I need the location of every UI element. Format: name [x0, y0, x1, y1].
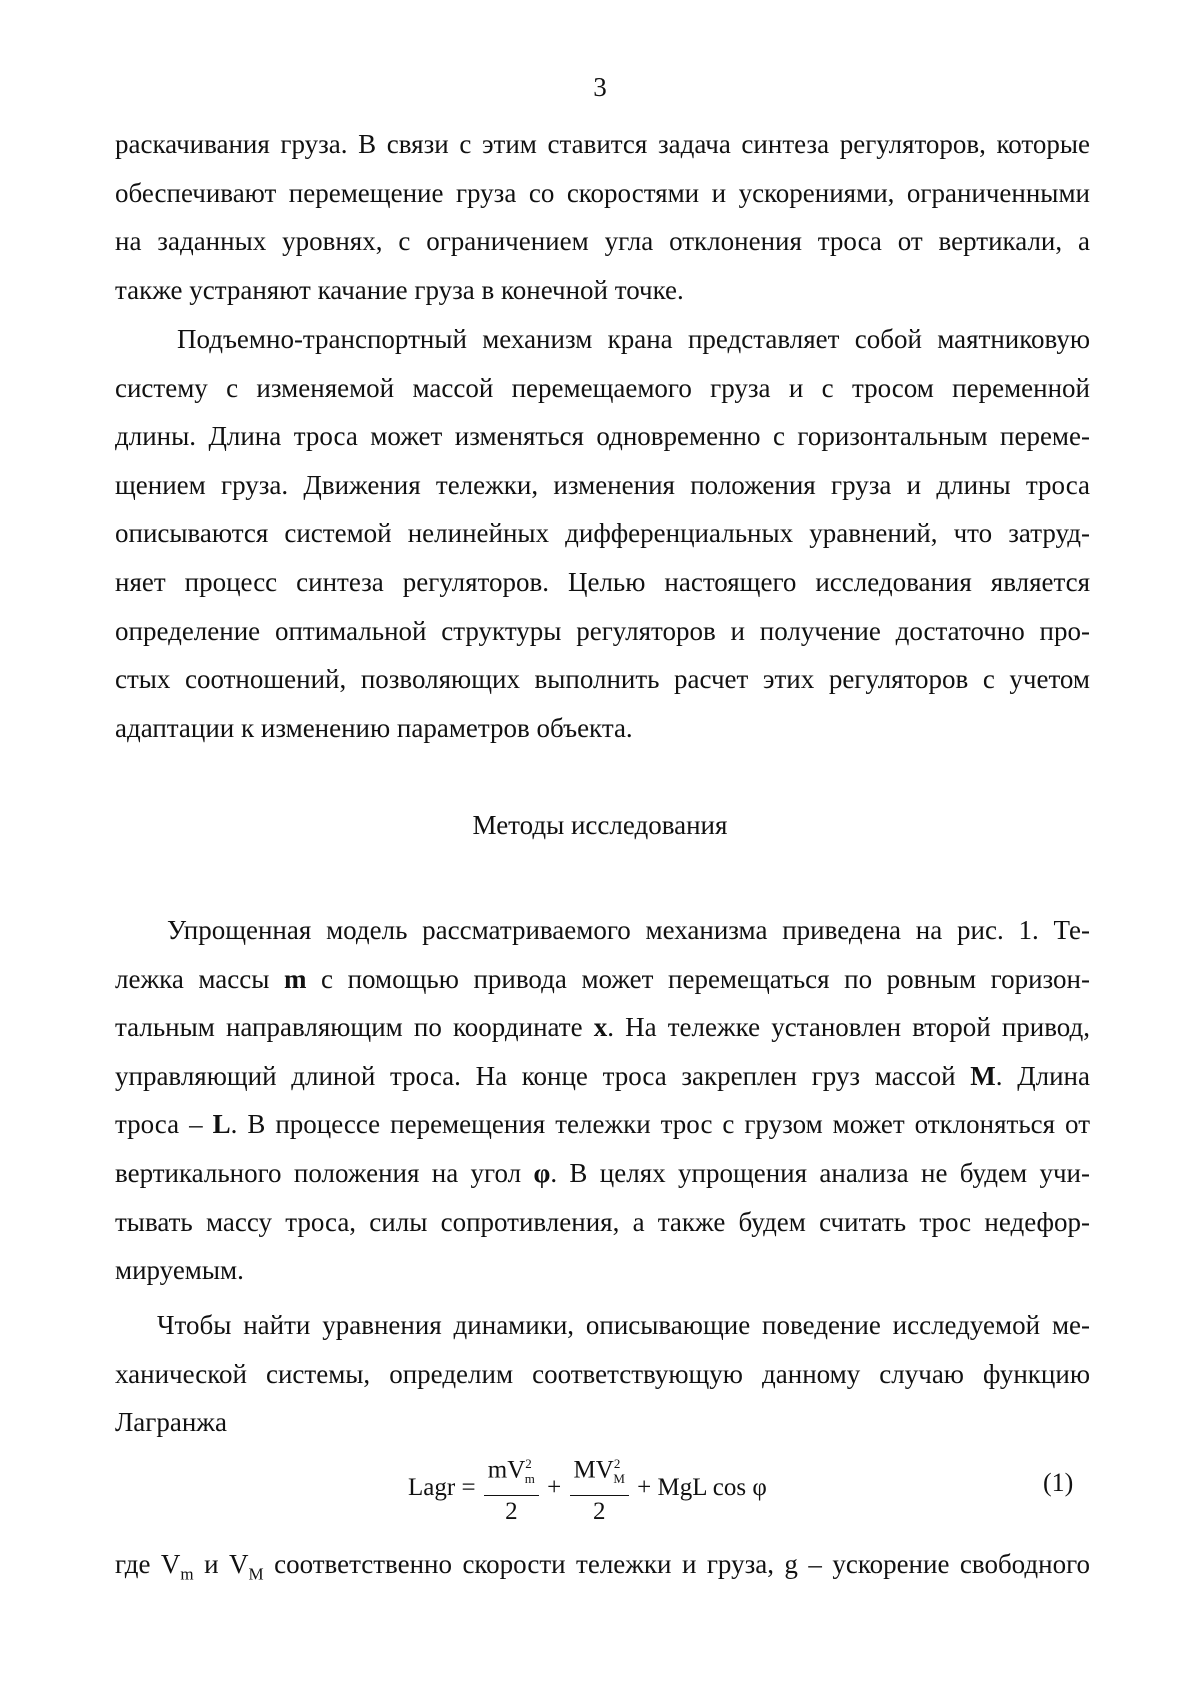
variable-m: m: [283, 963, 307, 994]
paragraph-lagrange: [115, 1301, 1090, 1447]
paragraph-where: [115, 1540, 1090, 1599]
text-line: обеспечивают перемещение груза со скоростями и ускорениями, ограниченными: [115, 177, 1090, 208]
variable-x: x: [593, 1012, 608, 1043]
page-number: 3: [593, 72, 607, 102]
text-line: на заданных уровнях, с ограничением угла отклонения троса от вертикали, а: [115, 226, 1090, 257]
text-line: Упрощенная модель рассматриваемого механизма приведена на рис. 1. Те-: [167, 915, 1090, 945]
text-line: ханической системы, определим соответствующую данному случаю функцию: [115, 1358, 1090, 1389]
text-line: лежка массы m с помощью привода может перемещаться по ровным горизон-: [115, 963, 1090, 994]
text-line: тальным направляющим по координате x. На тележке установлен второй привод,: [115, 1012, 1090, 1043]
fraction-load-energy: $\frac{MV^2_M}{2}$: [570, 1448, 629, 1528]
equation-number: (1): [1043, 1468, 1074, 1497]
text-line: вертикального положения на угол φ. В целях упрощения анализа не будем учи-: [115, 1157, 1090, 1188]
text-line: стых соотношений, позволяющих выполнить расчет этих регуляторов с учетом: [115, 664, 1090, 695]
text-line: описываются системой нелинейных дифференциальных уравнений, что затруд-: [115, 518, 1090, 549]
equation-lagrangian: [408, 1448, 767, 1528]
equation-lhs: Lagr =: [408, 1474, 476, 1502]
text-line: тывать массу троса, силы сопротивления, а также будем считать трос недефор-: [115, 1206, 1090, 1237]
text-line: определение оптимальной структуры регуляторов и получение достаточно про-: [115, 615, 1090, 646]
text-line: мируемым.: [115, 1255, 244, 1286]
plus-sign: +: [547, 1474, 562, 1502]
text-line: троса – L. В процессе перемещения тележки трос с грузом может отклоняться от: [115, 1109, 1090, 1140]
text-line: длины. Длина троса может изменяться одновременно с горизонтальным переме-: [115, 421, 1090, 452]
text-line: Подъемно-транспортный механизм крана представляет собой маятниковую: [177, 324, 1090, 354]
paragraph-model: [115, 906, 1090, 1295]
text-line: няет процесс синтеза регуляторов. Целью настоящего исследования является: [115, 566, 1090, 597]
variable-phi: φ: [533, 1157, 551, 1188]
text-line: управляющий длиной троса. На конце троса закреплен груз массой M. Длина: [115, 1060, 1090, 1091]
variable-M: M: [970, 1060, 996, 1091]
paragraph-crane-description: [115, 315, 1090, 752]
text-line: систему с изменяемой массой перемещаемого груза и с тросом переменной: [115, 372, 1090, 403]
text-line: щением груза. Движения тележки, изменения положения груза и длины троса: [115, 469, 1090, 500]
fraction-trolley-energy: $\frac{mV^2_m}{2}$: [484, 1448, 539, 1528]
text-line: также устраняют качание груза в конечной точке.: [115, 274, 684, 305]
equation-tail: + MgL cos φ: [637, 1474, 767, 1502]
text-line: Лагранжа: [115, 1407, 227, 1438]
section-heading: Методы исследования: [472, 810, 728, 840]
variable-L: L: [212, 1109, 231, 1140]
paragraph-intro-continuation: [115, 120, 1090, 314]
text-line: адаптации к изменению параметров объекта.: [115, 712, 633, 743]
text-line: раскачивания груза. В связи с этим ставится задача синтеза регуляторов, которые: [115, 129, 1090, 159]
text-line: Чтобы найти уравнения динамики, описывающие поведение исследуемой ме-: [157, 1310, 1090, 1340]
text-line: где $V_m$ и $V_M$ соответственно скорости тележки и груза, g – ускорение свободного: [115, 1549, 1090, 1584]
